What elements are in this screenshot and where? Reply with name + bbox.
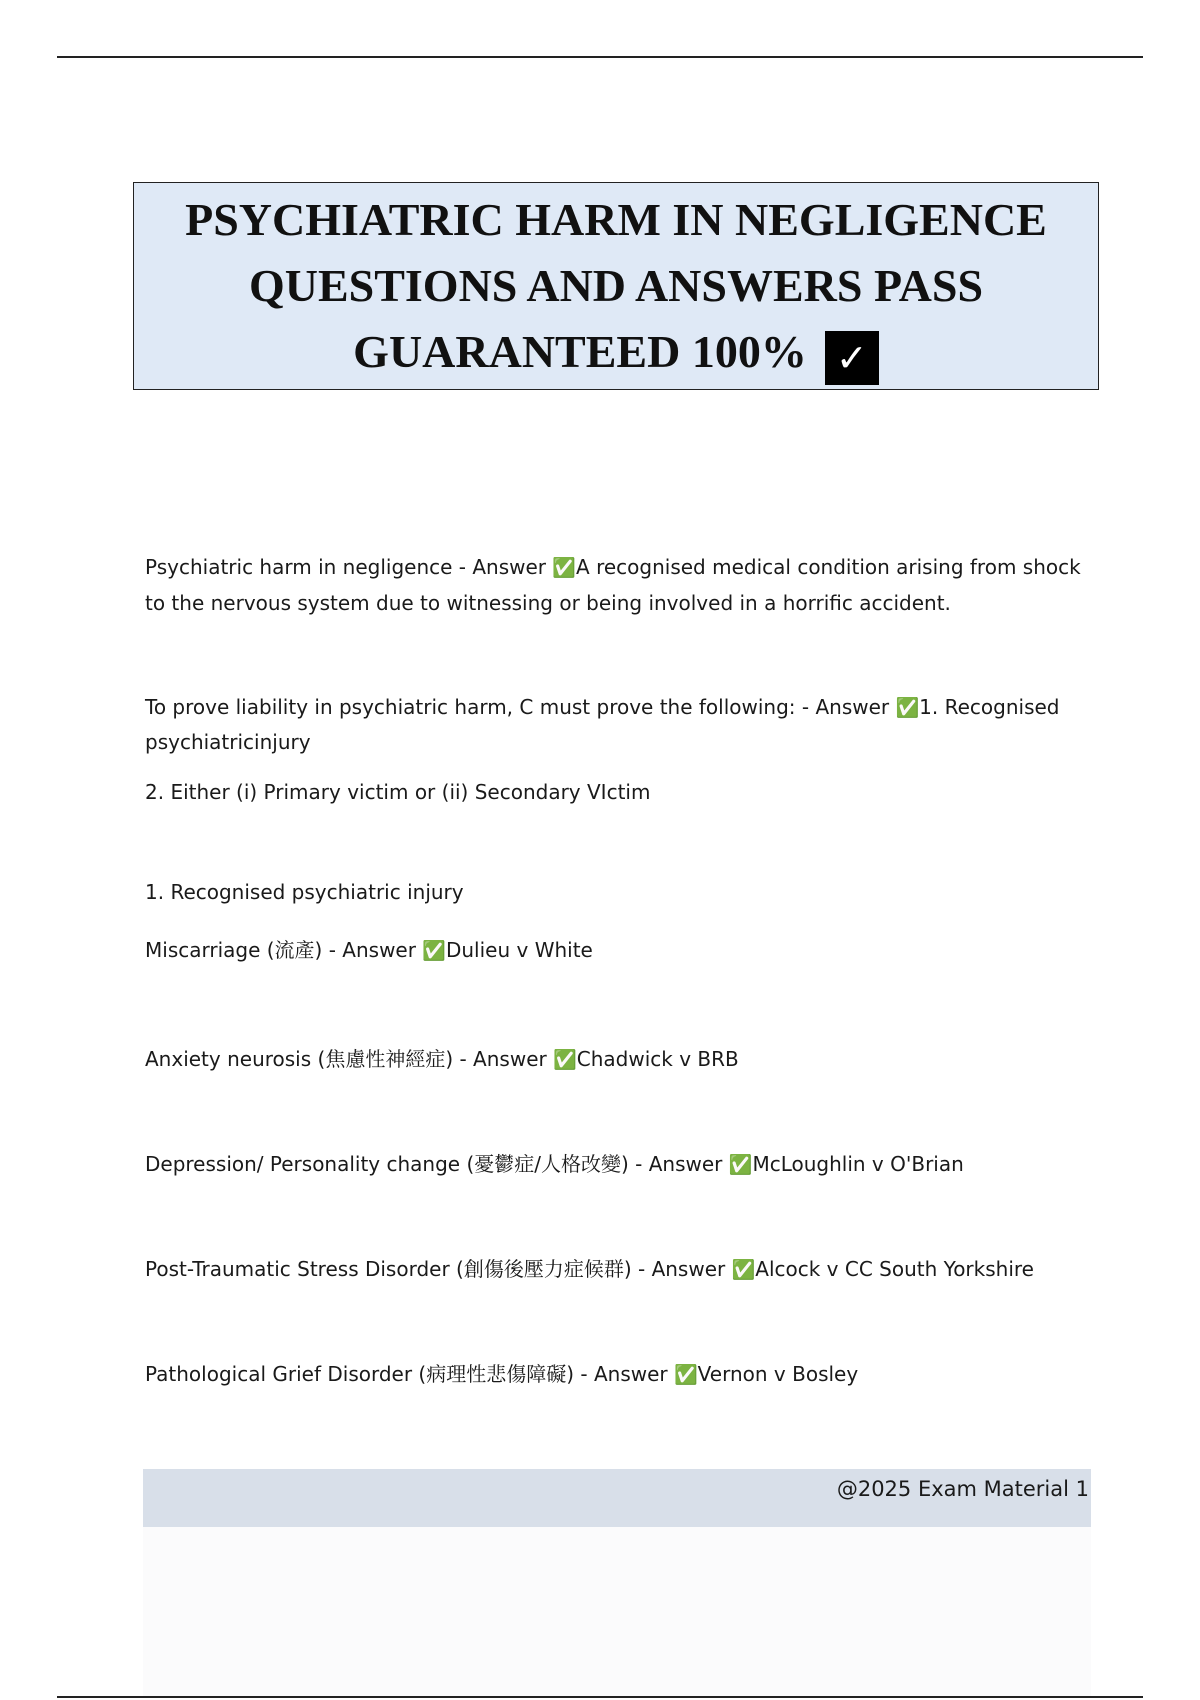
check-icon: ✅ (422, 940, 446, 962)
title-line-3-text: GUARANTEED 100% (353, 326, 807, 377)
qa-item-2-extra: 2. Either (i) Primary victim or (ii) Secondary VIctim (145, 780, 651, 804)
answer-text: A recognised medical condition arising from shock to the nervous system due to witnessing or being involved in a horrific accident. (145, 555, 1081, 615)
top-rule (57, 56, 1143, 58)
title-line-1: PSYCHIATRIC HARM IN NEGLIGENCE (185, 194, 1047, 245)
qa-item-3 (145, 933, 1085, 969)
question-text: Anxiety neurosis (焦慮性神經症) (145, 1047, 454, 1071)
question-text: Psychiatric harm in negligence (145, 555, 453, 579)
check-icon: ✅ (728, 1154, 753, 1176)
answer-separator: - Answer (322, 938, 423, 962)
answer-separator: - Answer (453, 1047, 554, 1071)
question-text: Depression/ Personality change (憂鬱症/人格改變) (145, 1152, 629, 1176)
answer-separator: - Answer (631, 1257, 732, 1281)
qa-item-4 (145, 1042, 1085, 1078)
answer-text-part-1: 1. Recognised (919, 695, 1060, 719)
section-heading: 1. Recognised psychiatric injury (145, 880, 464, 904)
title-line-3 (353, 319, 879, 385)
check-icon: ✅ (552, 557, 577, 579)
answer-text: Vernon v Bosley (697, 1362, 859, 1386)
answer-separator: - Answer (795, 695, 896, 719)
qa-item-1 (145, 550, 1085, 621)
qa-item-5 (145, 1147, 1085, 1183)
question-text: Post-Traumatic Stress Disorder (創傷後壓力症候群) (145, 1257, 632, 1281)
question-text: Pathological Grief Disorder (病理性悲傷障礙) (145, 1362, 575, 1386)
title-box (133, 182, 1099, 390)
question-text: Miscarriage (流產) (145, 938, 323, 962)
check-mark-icon: ✓ (825, 331, 879, 385)
qa-item-2 (145, 690, 1085, 726)
answer-separator: - Answer (574, 1362, 674, 1386)
qa-item-2-continued: psychiatricinjury (145, 730, 311, 754)
answer-text: Alcock v CC South Yorkshire (755, 1257, 1034, 1281)
answer-text: McLoughlin v O'Brian (752, 1152, 964, 1176)
footer-shade (143, 1527, 1091, 1696)
bottom-rule (57, 1696, 1143, 1698)
footer-text: @2025 Exam Material 1 (836, 1477, 1089, 1501)
check-icon: ✅ (731, 1259, 756, 1281)
question-text: To prove liability in psychiatric harm, C must prove the following: (145, 695, 796, 719)
qa-item-6 (145, 1252, 1085, 1288)
answer-text: Dulieu v White (445, 938, 593, 962)
answer-separator: - Answer (628, 1152, 729, 1176)
footer-band (143, 1469, 1091, 1527)
qa-item-7 (145, 1357, 1085, 1393)
answer-text: Chadwick v BRB (576, 1047, 739, 1071)
title-line-2: QUESTIONS AND ANSWERS PASS (248, 260, 984, 311)
check-icon: ✅ (553, 1049, 577, 1071)
check-icon: ✅ (674, 1364, 698, 1386)
check-icon: ✅ (895, 697, 920, 719)
answer-separator: - Answer (452, 555, 553, 579)
